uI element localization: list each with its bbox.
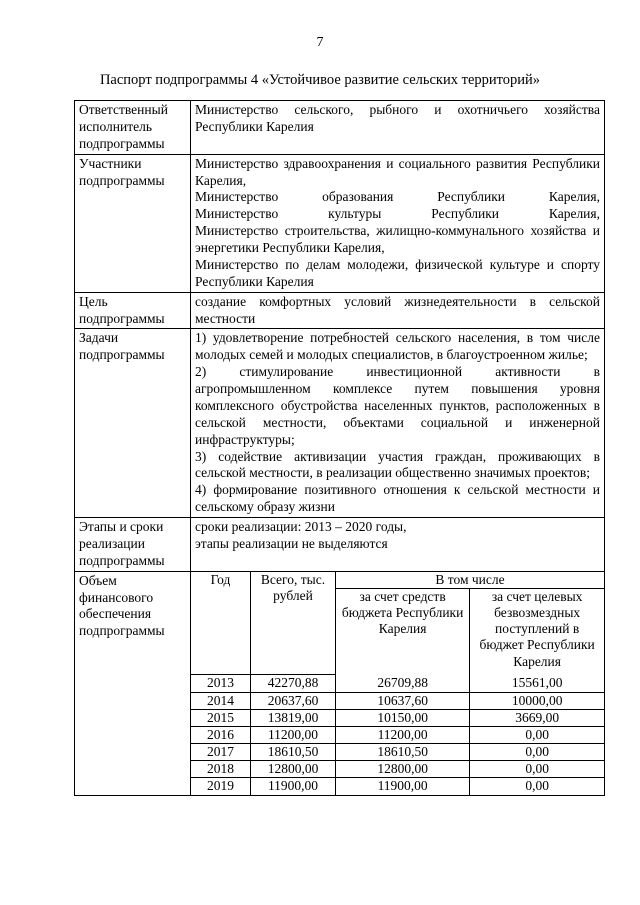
table-row [191,761,604,778]
table-row [191,726,604,743]
cell-year: 2014 [191,692,251,709]
row-stages [75,518,605,572]
header-budget: за счет средств бюджета Республики Карелия [336,588,470,675]
value-stages [191,518,605,572]
label-goal: Цель подпрограммы [75,292,191,329]
participant-item: Министерство образования Республики Карелия, [195,189,600,205]
stage-line: сроки реализации: 2013 – 2020 годы, [195,519,407,534]
cell-year: 2019 [191,778,251,795]
cell-grants: 0,00 [470,778,604,795]
cell-total: 18610,50 [251,744,336,761]
task-item: 2) стимулирование инвестиционной активности в агропромышленном комплексе путем повышения уровня комплексного обустройства населенных пунктов, расположенных в сельской местности, объектами социальной и инженерной инфраструктуры; [195,364,600,447]
cell-budget: 11200,00 [336,726,470,743]
cell-grants: 0,00 [470,726,604,743]
participant-item: Министерство по делам молодежи, физической культуре и спорту Республики Карелия [195,256,600,289]
row-tasks [75,329,605,518]
header-grants: за счет целевых безвозмездных поступлений в бюджет Республики Карелия [470,588,604,675]
value-responsible: Министерство сельского, рыбного и охотничьего хозяйства Республики Карелия [191,101,605,155]
financing-cell [191,571,605,795]
stage-line: этапы реализации не выделяются [195,535,388,551]
task-item: 4) формирование позитивного отношения к сельской местности и сельскому образу жизни [195,482,600,515]
value-tasks [191,329,605,518]
cell-total: 11200,00 [251,726,336,743]
task-item: 1) удовлетворение потребностей сельского населения, в том числе молодых семей и молодых специалистов, в благоустроенном жилье; [195,330,600,363]
cell-grants: 3669,00 [470,709,604,726]
cell-total: 13819,00 [251,709,336,726]
row-participants [75,154,605,292]
label-tasks: Задачи подпрограммы [75,329,191,518]
value-goal: создание комфортных условий жизнедеятельности в сельской местности [191,292,605,329]
cell-year: 2013 [191,675,251,692]
header-year: Год [191,572,251,675]
header-total: Всего, тыс. рублей [251,572,336,675]
financing-table [191,572,604,795]
financing-data-body [191,675,604,795]
cell-total: 20637,60 [251,692,336,709]
document-title: Паспорт подпрограммы 4 «Устойчивое развитие сельских территорий» [99,72,541,88]
financing-header-row [191,572,604,589]
cell-total: 12800,00 [251,761,336,778]
page-number: 7 [316,35,324,50]
participant-item: Министерство строительства, жилищно-коммунального хозяйства и энергетики Республики Карелия, [195,223,600,255]
table-row [191,692,604,709]
label-stages: Этапы и сроки реализации подпрограммы [75,518,191,572]
label-responsible: Ответственный исполнитель подпрограммы [75,101,191,155]
cell-grants: 0,00 [470,744,604,761]
cell-budget: 12800,00 [336,761,470,778]
cell-year: 2015 [191,709,251,726]
cell-grants: 10000,00 [470,692,604,709]
task-item: 3) содействие активизации участия граждан, проживающих в сельской местности, в реализации общественно значимых проектов; [195,448,600,481]
passport-table [74,100,605,796]
label-participants: Участники подпрограммы [75,154,191,292]
table-row [191,709,604,726]
header-including: В том числе [336,572,605,589]
cell-total: 42270,88 [251,675,336,692]
label-financing: Объем финансового обеспечения подпрограммы [75,571,191,795]
row-financing [75,571,605,795]
cell-grants: 0,00 [470,761,604,778]
participant-item: Министерство здравоохранения и социального развития Республики Карелия, [195,155,600,188]
participant-item: Министерство культуры Республики Карелия, [195,206,600,222]
cell-budget: 10637,60 [336,692,470,709]
row-responsible [75,101,605,155]
cell-year: 2018 [191,761,251,778]
cell-budget: 11900,00 [336,778,470,795]
table-row [191,675,604,692]
cell-grants: 15561,00 [470,675,604,692]
cell-budget: 26709,88 [336,675,470,692]
cell-budget: 10150,00 [336,709,470,726]
value-participants [191,154,605,292]
row-goal [75,292,605,329]
table-row [191,778,604,795]
cell-year: 2016 [191,726,251,743]
cell-year: 2017 [191,744,251,761]
cell-budget: 18610,50 [336,744,470,761]
table-row [191,744,604,761]
cell-total: 11900,00 [251,778,336,795]
